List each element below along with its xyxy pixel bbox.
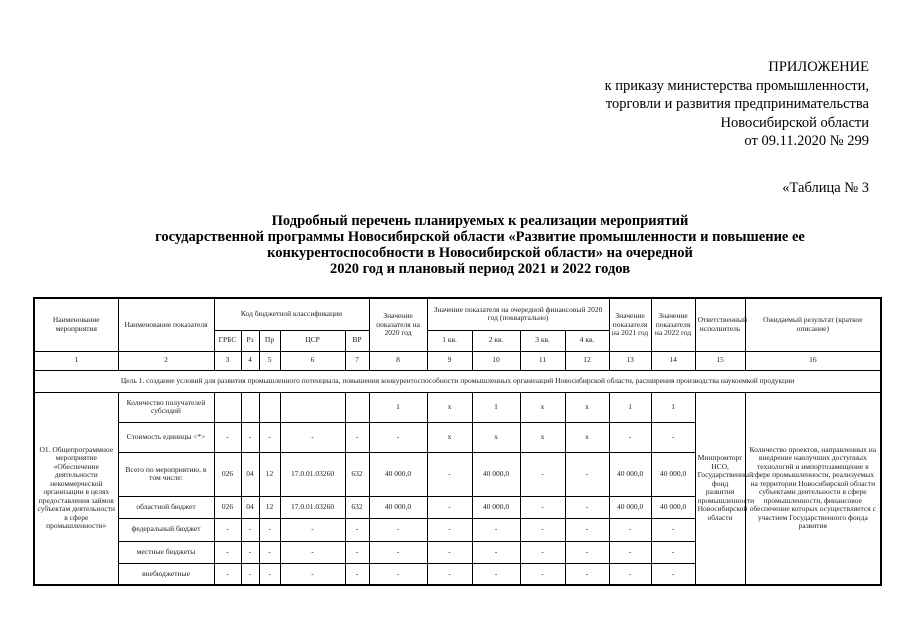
header-value-2020: Значение показателя на 2020 год [369,298,427,351]
cell-value-2022: - [651,563,695,585]
cell-value-2021: 40 000,0 [609,496,651,518]
indicator-name: Всего по мероприятию, в том числе: [118,452,214,496]
cell-grbs: - [214,563,241,585]
column-number: 8 [369,351,427,370]
header-grbs: ГРБС [214,330,241,351]
header-value-2022: Значение показателя на 2022 год [651,298,695,351]
cell-value-2022: - [651,422,695,452]
cell-pr: - [259,541,280,563]
title-line-1: Подробный перечень планируемых к реализации мероприятий [271,213,689,229]
cell-q4: x [565,392,609,422]
cell-q3: x [520,392,565,422]
cell-q4: - [565,496,609,518]
column-number: 9 [427,351,472,370]
cell-pr: - [259,422,280,452]
cell-q3: - [520,452,565,496]
cell-value-2020: 40 000,0 [369,452,427,496]
cell-csr: - [280,563,345,585]
cell-q1: x [427,392,472,422]
header-csr: ЦСР [280,330,345,351]
title-line-3: конкурентоспособности в Новосибирской области» на очередной [267,245,693,261]
cell-vr: - [345,422,369,452]
column-number: 3 [214,351,241,370]
expected-result: Количество проектов, направленных на внедрение наилучших доступных технологий и импортозамещение в сфере промышленности, реализуемых на территории Новосибирской области субъектами деятельности в сфере промышленности, финансовое обеспечение которых осуществляется с участием Государственного фонда развития [745,392,881,585]
header-q1: 1 кв. [427,330,472,351]
cell-value-2020: 40 000,0 [369,496,427,518]
header-result: Ожидаемый результат (краткое описание) [745,298,881,351]
cell-value-2020: - [369,518,427,541]
header-rz: Рз [241,330,259,351]
cell-rz: - [241,422,259,452]
cell-q4: - [565,452,609,496]
cell-rz: 04 [241,496,259,518]
header-event-name: Наименование мероприятия [34,298,118,351]
appendix-region: Новосибирской области [720,114,869,131]
cell-pr: 12 [259,452,280,496]
cell-q2: 40 000,0 [472,496,520,518]
events-table [33,297,882,586]
cell-q1: - [427,563,472,585]
column-number: 13 [609,351,651,370]
goal-text: Цель 1. создание условий для развития промышленного потенциала, повышения конкурентоспособности промышленных организаций Новосибирской области, расширения производства наукоемкой продукции [34,370,881,392]
cell-q2: - [472,563,520,585]
cell-value-2020: - [369,422,427,452]
column-number: 1 [34,351,118,370]
header-vr: ВР [345,330,369,351]
cell-grbs: 026 [214,452,241,496]
column-number: 6 [280,351,345,370]
cell-q1: - [427,541,472,563]
cell-csr: 17.0.01.03260 [280,496,345,518]
header-indicator-name: Наименование показателя [118,298,214,351]
cell-csr [280,392,345,422]
indicator-name: областной бюджет [118,496,214,518]
cell-pr: - [259,563,280,585]
indicator-name: федеральный бюджет [118,518,214,541]
indicator-name: внебюджетные [118,563,214,585]
cell-value-2021: - [609,422,651,452]
cell-grbs: 026 [214,496,241,518]
cell-rz: - [241,518,259,541]
cell-value-2020: - [369,541,427,563]
indicator-name: местные бюджеты [118,541,214,563]
cell-vr: - [345,563,369,585]
cell-value-2021: - [609,563,651,585]
column-number: 16 [745,351,881,370]
cell-pr: 12 [259,496,280,518]
header-value-2021: Значение показателя на 2021 год [609,298,651,351]
title-line-4: 2020 год и плановый период 2021 и 2022 годов [329,261,631,277]
appendix-order: к приказу министерства промышленности, [604,77,869,94]
cell-q3: - [520,496,565,518]
cell-q2: 1 [472,392,520,422]
cell-rz: - [241,563,259,585]
column-number: 7 [345,351,369,370]
column-number: 11 [520,351,565,370]
cell-value-2020: - [369,563,427,585]
column-number: 2 [118,351,214,370]
header-quarterly: Значение показателя на очередной финансовый 2020 год (поквартально) [427,298,609,330]
header-budget-code: Код бюджетной классификации [214,298,369,330]
cell-value-2022: - [651,518,695,541]
cell-vr: - [345,541,369,563]
cell-q3: - [520,541,565,563]
cell-rz [241,392,259,422]
document-title [110,213,850,277]
cell-value-2022: 40 000,0 [651,452,695,496]
column-number: 5 [259,351,280,370]
cell-value-2022: 1 [651,392,695,422]
header-row-1 [34,298,881,330]
table-number: «Таблица № 3 [782,180,869,196]
header-q2: 2 кв. [472,330,520,351]
column-number: 10 [472,351,520,370]
indicator-name: Количество получателей субсидий [118,392,214,422]
cell-grbs: - [214,541,241,563]
appendix-ministry: торговли и развития предпринимательства [605,96,869,112]
cell-value-2020: 1 [369,392,427,422]
cell-value-2021: - [609,518,651,541]
cell-q1: - [427,496,472,518]
title-line-2: государственной программы Новосибирской области «Развитие промышленности и повышение ее [155,229,805,245]
cell-q3: x [520,422,565,452]
cell-q4: x [565,422,609,452]
cell-q2: - [472,518,520,541]
cell-vr [345,392,369,422]
cell-pr [259,392,280,422]
cell-csr: 17.0.01.03260 [280,452,345,496]
cell-value-2022: - [651,541,695,563]
cell-value-2021: 1 [609,392,651,422]
header-executor: Ответственный исполнитель [695,298,745,351]
cell-rz: 04 [241,452,259,496]
cell-grbs [214,392,241,422]
column-number: 14 [651,351,695,370]
cell-q1: - [427,452,472,496]
column-number: 15 [695,351,745,370]
cell-q4: - [565,518,609,541]
column-number: 4 [241,351,259,370]
cell-q4: - [565,563,609,585]
appendix-block [605,58,869,151]
cell-grbs: - [214,422,241,452]
cell-q2: - [472,541,520,563]
cell-csr: - [280,541,345,563]
cell-vr: 632 [345,452,369,496]
header-pr: Пр [259,330,280,351]
cell-q3: - [520,518,565,541]
executor: Минпромторг НСО, Государственный фонд развития промышленности Новосибирской области [695,392,745,585]
cell-rz: - [241,541,259,563]
appendix-label: ПРИЛОЖЕНИЕ [768,59,869,75]
appendix-date: от 09.11.2020 № 299 [744,133,869,149]
cell-value-2021: 40 000,0 [609,452,651,496]
cell-pr: - [259,518,280,541]
cell-q1: - [427,518,472,541]
column-number: 12 [565,351,609,370]
header-q4: 4 кв. [565,330,609,351]
goal-row [34,370,881,392]
cell-vr: 632 [345,496,369,518]
column-number-row [34,351,881,370]
indicator-name: Стоимость единицы <*> [118,422,214,452]
cell-grbs: - [214,518,241,541]
event-name: О1. Общепрограммное мероприятие «Обеспечение деятельности некоммерческой организации в целях предоставления займов субъектам деятельности в сфере промышленности» [34,392,118,585]
cell-q4: - [565,541,609,563]
cell-csr: - [280,422,345,452]
cell-csr: - [280,518,345,541]
cell-value-2022: 40 000,0 [651,496,695,518]
cell-value-2021: - [609,541,651,563]
cell-q2: x [472,422,520,452]
cell-q3: - [520,563,565,585]
cell-q1: x [427,422,472,452]
cell-vr: - [345,518,369,541]
table-row [34,392,881,422]
cell-q2: 40 000,0 [472,452,520,496]
header-q3: 3 кв. [520,330,565,351]
